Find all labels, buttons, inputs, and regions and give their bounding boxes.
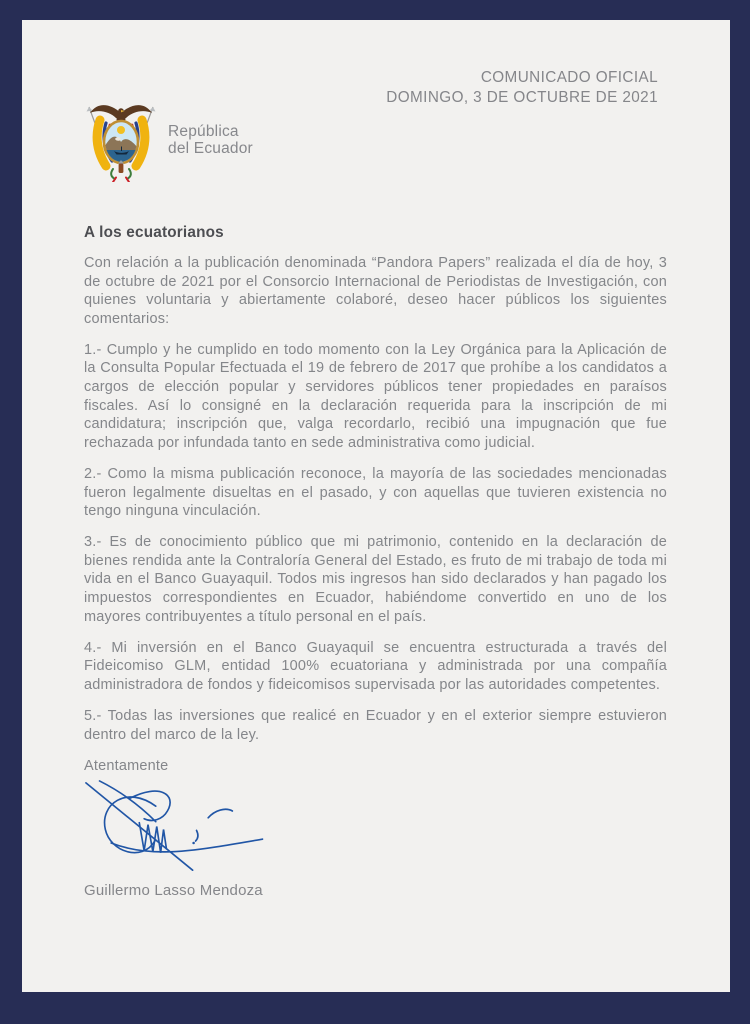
point-1-paragraph: 1.- Cumplo y he cumplido en todo momento con la Ley Orgánica para la Aplicación de la Consulta Popular Efectuada el 19 de febrero de 2017 que prohíbe a los candidatos a cargos de elección popular y servidores públicos tener propiedades en paraísos fiscales. Así lo consigné en la declaración requerida para la inscripción de mi candidatura; inscripción que, valga recordarlo, recibió una impugnación que fue rechazada por infundada tanto en sede administrativa como judicial. (84, 341, 667, 451)
intro-paragraph: Con relación a la publicación denominada “Pandora Papers” realizada el día de hoy, 3 de octubre de 2021 por el Consorcio Internacional de Periodistas de Investigación, con quienes voluntaria y abiertamente colaboré, deseo hacer públicos los siguientes comentarios: (84, 255, 667, 327)
republic-name-line2: del Ecuador (168, 140, 253, 157)
letter-body (84, 254, 667, 901)
signature-autograph-icon (81, 779, 281, 876)
point-2-paragraph: 2.- Como la misma publicación reconoce, la mayoría de las sociedades mencionadas fueron legalmente disueltas en el pasado, y con aquellas que tuvieren existencia no tengo ninguna vinculación. (84, 465, 667, 520)
signer-name: Guillermo Lasso Mendoza (84, 882, 263, 900)
letterhead-meta (386, 68, 658, 107)
point-5-paragraph: 5.- Todas las inversiones que realicé en Ecuador y en el exterior siempre estuvieron dentro del marco de la ley. (84, 707, 667, 743)
republic-name (168, 123, 253, 158)
point-3-paragraph: 3.- Es de conocimiento público que mi patrimonio, contenido en la declaración de bienes rendida ante la Contraloría General del Estado, es fruto de mi trabajo de toda mi vida en el Banco Guayaquil. Todos mis ingresos han sido declarados y han pagado los impuestos correspondientes en Ecuador, habiéndome convertido en uno de los mayores contribuyentes a título personal en el país. (84, 534, 667, 625)
letter-page (22, 20, 730, 992)
salutation: A los ecuatorianos (84, 224, 224, 241)
republic-logo (85, 98, 253, 182)
republic-name-line1: República (168, 122, 239, 140)
closing-word: Atentamente (84, 757, 169, 774)
comunicado-date: DOMINGO, 3 DE OCTUBRE DE 2021 (386, 88, 658, 106)
comunicado-title: COMUNICADO OFICIAL (480, 69, 658, 86)
ecuador-coat-of-arms-icon (85, 98, 157, 182)
point-4-paragraph: 4.- Mi inversión en el Banco Guayaquil se encuentra estructurada a través del Fideicomiso GLM, entidad 100% ecuatoriana y administrada por una compañía administradora de fondos y fideicomisos supervisada por las autoridades competentes. (84, 639, 667, 693)
